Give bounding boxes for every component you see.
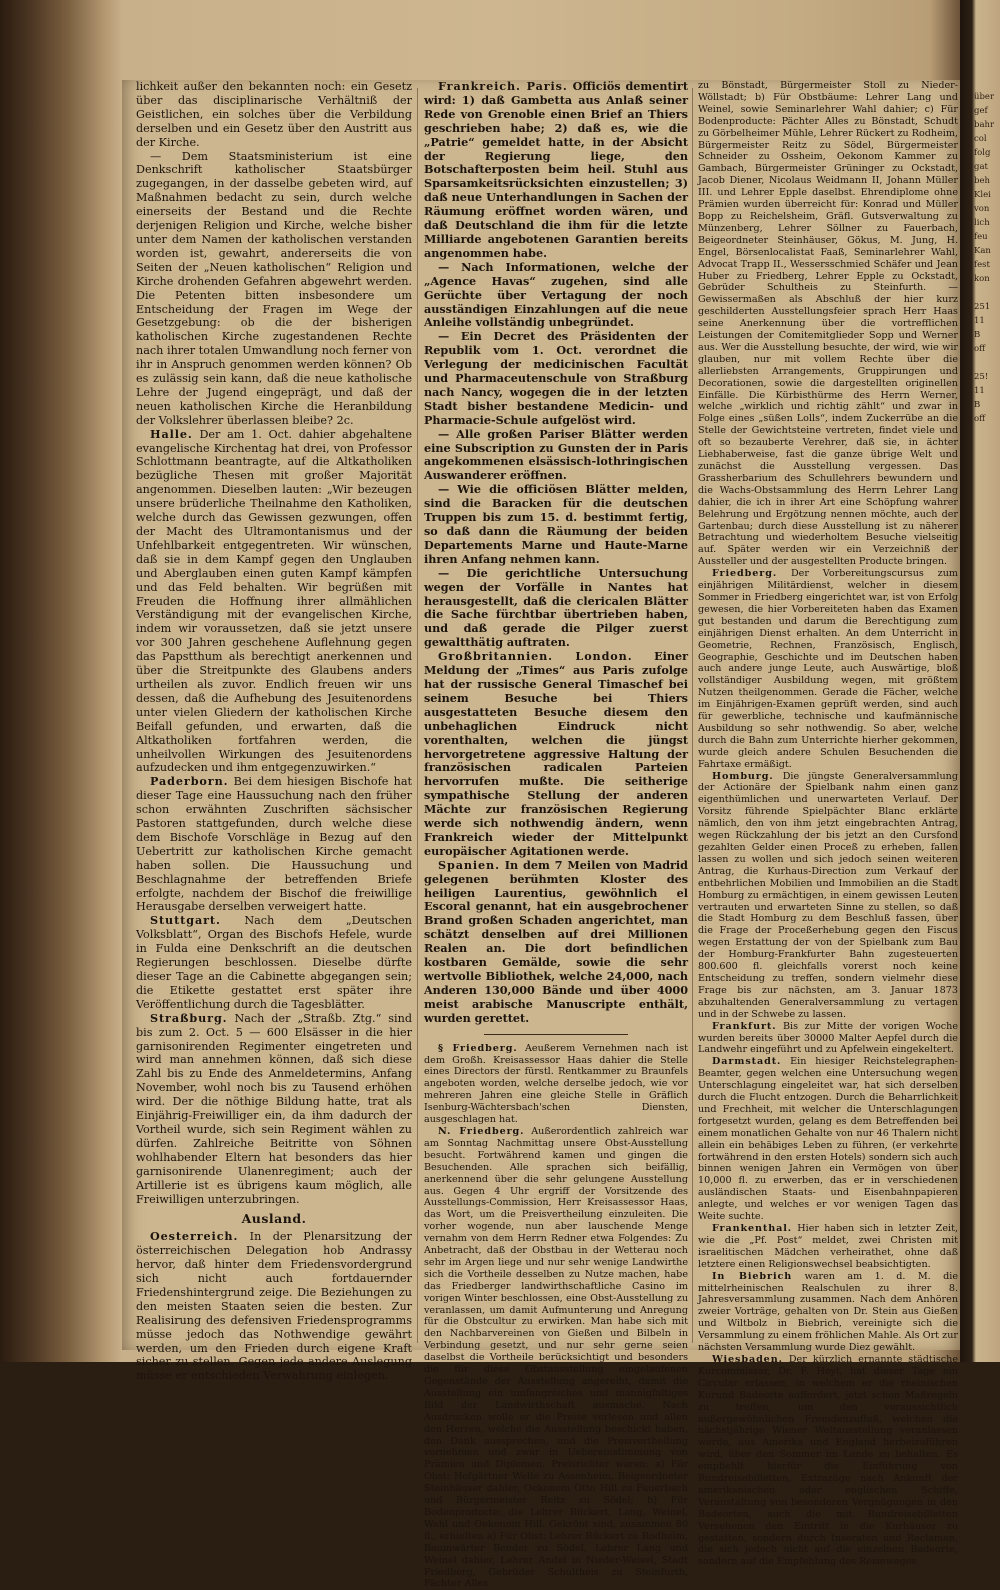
paragraph-text: Nach der „Straßb. Ztg.“ sind bis zum 2. Oct. 5 — 600 Elsässer in die hier garnisonirenden Regimenter eingetreten und wird man annehmen können, daß sich diese Zahl bis zu Ende des Anmeldetermins, Anfang November, wohl noch bis zu Tausend erhöhen wird. Der die nöthige Bildung hatte, trat als Einjährig-Freiwilliger ein, da ihm dadurch der Vortheil wurde, sich sein Regiment wählen zu dürfen. Zahlreiche Beitritte von Söhnen wohlhabender Eltern hat besonders das hier garnisonirende Ulanenregiment; auch der Artillerie ist es übrigens kaum möglich, alle Freiwilligen unterzubringen. xyxy=(136,1011,412,1206)
paragraph-text: Außerordentlich zahlreich war am Sonntag Nachmittag unsere Obst-Ausstellung besucht. Fortwährend kamen und gingen die Besuchenden. Alle sprachen sich beifällig, anerkennend über die sehr gelungene Ausstellung aus. Gegen 4 Uhr ergriff der Vorsitzende des Ausstellungs-Commission, Herr Kreisassessor Haas, das Wort, um die Preisvertheilung einzuleiten. Die vorher wogende, nun aber lauschende Menge vernahm von dem Herrn Redner etwa Folgendes: Zu Anbetracht, daß der Obstbau in der Wetterau noch sehr im Argen liege und nur sehr wenige Landwirthe sich die Vortheile desselben zu Nutze machen, habe das Friedberger landwirthschaftliche Casino im vorigen Winter beschlossen, eine Obst-Ausstellung zu veranlassen, um damit Aufmunterung und Anregung für die Obstcultur zu erwirken. Man habe sich mit den Nachbarvereinen von Gießen und Bilbeln in Verbindung gesetzt, und nur sehr gerne seien daselbst die Vortheile berücksichtigt und besonders die für diese Obstausstellung eingelaufenen Gegenstände der Ausstellung angereiht, damit die Ausstellung ein umfangreiches und mannigfaltiges Bild der Landwirthschaft ausmache. Nach Ausdrucken wolle er die Preise verlesen und allen den Herren, welche die Ausstellung beschickt haben, den Dank aussprechen, und die Preisvertheilung vornehmen und zwar in Uebereinstimmung von Prämien und Diplomen. Preisrichter waren: a) Für Obst: Hofgärtner Welle zu Assenheim, Beigeordneter Steinhäuser dahier, Oekonom Otto Hill zu Fauerbach und Bürgermeister Reitz zu Södel; b) Für Bodenproducte: die Lehrer Rückert, Lang, Weinel, Wahl und Oekonom Hill. Gekrönt sind, zusammen 80 fl., erhielten a) Für Obst: Lehrer Rückert zu Rodheim, Baumwärter Bender zu Södel, Lehrer Lang und Weinel dahier, Lehrer Andel in Nieder-Weisel, Stadt Friedberg, Gebrüder Schultheis zu Steinfurth, Pächter Alles xyxy=(424,1125,688,1590)
paragraph xyxy=(698,1354,958,1568)
paragraph-text: Die jüngste Generalversammlung der Actionäre der Spielbank nahm einen ganz eigenthümlichen und unerwarteten Verlauf. Der Vorsitz führende Spielpächter Blanc erklärte nämlich, den von ihm jetzt eingebrachten Antrag, wegen Rückzahlung der bis jetzt an den Cursfond gezahlten Gelder einen Proceß zu erheben, fallen lassen zu wollen und sich jedoch seinen weiteren Antrag, die Kurhaus-Direction zum Verkauf der entbehrlichen Mobilien und Immobilien an die Stadt Homburg zu ermächtigen, in einem gewissen Leuten vertrauten und erwarteten Sinne zu stellen, so daß die Stadt Homburg zu dem Beschluß fassen, über die Frage der Proceßerhebung gegen den Fiscus wegen Erstattung der von der Spielbank zum Bau der Homburg-Frankfurter Bahn zugesteuerten 800.600 fl. gleichfalls vorerst noch keine Entscheidung zu treffen, sondern vielmehr diese Frage bis zur nächsten, am 3. Januar 1873 abzuhaltenden Generalversammlung zu vertagen und in der Schwebe zu lassen. xyxy=(698,770,958,1020)
section-rule xyxy=(484,1034,628,1035)
paragraph xyxy=(698,1056,958,1223)
paragraph: — Nach Informationen, welche der „Agence Havas“ zugehen, sind alle Gerüchte über Vertagung der noch ausständigen Einzahlungen auf die neue Anleihe vollständig unbegründet. xyxy=(424,259,688,330)
paragraph xyxy=(424,859,688,1026)
paragraph-text: waren am 1. d. M. die mittelrheinischen Realschulen zu ihrer 8. Jahresversammlung zusammen. Nach dem Anhören zweier Vorträge, gehalten von Dr. Stein aus Gießen und Wiltbolz in Biebrich, vereinigte sich die Versammlung zu einem fröhlichen Mahle. Als Ort zur nächsten Versammlung wurde Diez gewählt. xyxy=(698,1270,959,1354)
paragraph: — Dem Staatsministerium ist eine Denkschrift katholischer Staatsbürger zugegangen, in der dasselbe gebeten wird, auf Maßnahmen bedacht zu sein, durch welche einerseits der Bestand und die Rechte derjenigen Religion und Kirche, welche bisher unter dem Namen der katholischen verstanden worden ist, gewahrt, andererseits die von Seiten der „Neuen katholischen“ Religion und Kirche drohenden Gefahren abgewehrt werden. Die Petenten bitten insbesondere um Entscheidung der Fragen im Wege der Gesetzgebung: ob die der bisherigen katholischen Kirche zugestandenen Rechte nach ihrer totalen Umwandlung noch ferner von ihr in Anspruch genommen werden können? Ob es zulässig sein kann, daß die neue katholische Lehre der Jugend eingeprägt, und daß der neuen katholischen Kirche die Heranbildung der Volkslehrer überlassen bleibe? 2c. xyxy=(136,149,412,427)
dateline: In Biebrich xyxy=(712,1270,793,1282)
dateline: Darmstadt. xyxy=(712,1056,782,1068)
paragraph xyxy=(136,775,412,914)
next-page-fragment: über gef bahr col folg gat beh Klei von lich feu Kan fest kon 251 11 B off 25! 11 B off xyxy=(974,92,995,424)
dateline: N. Friedberg. xyxy=(438,1125,525,1137)
paragraph: lichkeit außer den bekannten noch: ein Gesetz über das disciplinarische Verhältniß der Geistlichen, ein solches über die Verbildung derselben und ein Gesetz über den Austritt aus der Kirche. xyxy=(136,80,412,149)
column-1 xyxy=(136,80,412,1383)
dateline: Spanien. xyxy=(438,857,500,872)
dateline: Friedberg. xyxy=(712,568,778,580)
newspaper-page xyxy=(122,79,960,1590)
paragraph: — Alle großen Pariser Blätter werden eine Subscription zu Gunsten der in Paris angekommenen elsässisch-lothringischen Auswanderer eröffnen. xyxy=(424,426,688,483)
dateline: Oesterreich. xyxy=(150,1229,239,1244)
dateline: Frankfurt. xyxy=(712,1020,777,1032)
paragraph-text: Hier haben sich in letzter Zeit, wie die „Pf. Post“ meldet, zwei Christen mit israelitischen Mädchen verheirathet, ohne daß letztere einen Religionswechsel beabsichtigten. xyxy=(698,1223,958,1270)
paragraph xyxy=(136,1230,412,1383)
dateline: Frankreich. Paris. xyxy=(438,79,568,93)
dateline: Halle. xyxy=(150,426,193,441)
section-heading-ausland: Ausland. xyxy=(241,1211,307,1227)
dateline: § Friedberg. xyxy=(438,1042,518,1054)
paragraph xyxy=(136,428,412,776)
paragraph-text: Der am 1. Oct. dahier abgehaltene evangelische Kirchentag hat drei, von Professor Schlottmann beantragte, auf die Altkatholiken bezügliche Thesen mit großer Majorität angenommen. Dieselben lauten: „Wir bezeugen unsere brüderliche Theilnahme den Katholiken, welche durch das Gewissen gezwungen, offen der Macht des Ultramontanismus und der Unfehlbarkeit entgegentreten. Wir wünschen, daß sie in dem Kampf gegen den Unglauben und Aberglauben einen guten Kampf kämpfen und das Feld behalten. Wir begrüßen mit Freuden die Hoffnung ihrer allmählichen Verständigung mit der evangelischen Kirche, indem wir voraussetzen, daß sie jetzt unsere vor 300 Jahren geschehene Auflehnung gegen das Papstthum als berechtigt anerkennen und über die Streitpunkte des Glaubens anders urtheilen als zuvor. Endlich freuen wir uns dessen, daß die Aufhebung des Jesuitenordens unter vielen Gliedern der katholischen Kirche Beifall gefunden, und erwarten, daß die Altkatholiken fortfahren werden, die unheilvollen Wirkungen des Jesuitenordens aufzudecken und ihm entgegenzuwirken.“ xyxy=(136,427,412,775)
paragraph-text: Ein hiesiger Reichstelegraphen-Beamter, gegen welchen eine Untersuchung wegen Unterschlagung eingeleitet war, hat sich derselben durch die Flucht entzogen. Durch die Beharrlichkeit und Frechheit, mit welcher die Unterschlagungen fortgesetzt wurden, gelang es dem Betreffenden bei einem monatlichen Gehalte von nur 46 Thalern nicht allein ein behäbiges Leben zu führen, (er verkehrte fortwährend in den ersten Hotels) sondern sich auch binnen wenigen Jahren ein Vermögen von über 10,000 fl. zu erwerben, das er in verschiedenen ausländischen Staats- und Eisenbahnpapieren anlegte, und welches er vor wenigen Tagen das Weite suchte. xyxy=(698,1056,958,1223)
paragraph xyxy=(698,1271,958,1354)
paragraph: — Die gerichtliche Untersuchung wegen der Vorfälle in Nantes hat herausgestellt, daß die clericalen Blätter die Sache fürchtbar übertrieben haben, und daß gerade die Pilger zuerst gewaltthätig auftraten. xyxy=(424,565,688,650)
paragraph-text: In dem 7 Meilen von Madrid gelegenen berühmten Kloster des heiligen Laurentius, gewöhnlich el Escoral genannt, hat ein ausgebrochener Brand großen Schaden angerichtet, man schätzt denselben auf drei Millionen Realen an. Die dort befindlichen kostbaren Gemälde, sowie die sehr wertvolle Bibliothek, welche 24,000, nach Anderen 130,000 Bände und über 4000 meist arabische Manuscripte enthält, wurden gerettet. xyxy=(424,857,688,1025)
dateline: Straßburg. xyxy=(150,1010,228,1025)
paragraph xyxy=(698,771,958,1021)
paragraph xyxy=(698,1223,958,1271)
dateline: Frankenthal. xyxy=(712,1223,793,1234)
paragraph-text: Officiös dementirt wird: 1) daß Gambetta aus Anlaß seiner Rede von Grenoble einen Brief an Thiers geschrieben habe; 2) daß es, wie die „Patrie“ gemeldet hatte, in der Absicht der Regierung liege, den Botschafterposten beim heil. Stuhl aus Sparsamkeitsrücksichten einzustellen; 3) daß neue Unterhandlungen in Sachen der Räumung eröffnet worden wären, und daß Deutschland die ihm für die letzte Milliarde angebotenen Garantien bereits angenommen habe. xyxy=(424,79,688,260)
dateline: Homburg. xyxy=(712,770,774,782)
paragraph xyxy=(698,1021,958,1057)
paragraph-text: Bis zur Mitte der vorigen Woche wurden bereits über 30000 Malter Aepfel durch die Landwehr eingeführt und zu Apfelwein eingekeltert. xyxy=(698,1020,958,1056)
column-3 xyxy=(698,80,958,1568)
paragraph xyxy=(424,80,688,261)
paragraph xyxy=(424,650,688,859)
paragraph: — Wie die officiösen Blätter melden, sind die Baracken für die deutschen Truppen bis zum 15. d. bestimmt fertig, so daß dann die Räumung der beiden Departements Marne und Haute-Marne ihren Anfang nehmen kann. xyxy=(424,482,688,566)
paragraph xyxy=(424,1043,688,1126)
paragraph xyxy=(136,914,412,1011)
paragraph xyxy=(136,1012,412,1207)
paragraph-text: Der kürzlich ernannte städtische Kurcommissar, Dr. F. Heyl, hat dieser Tage ein Circular erlassen, in welchem er die rheinischen Kurund Badeorte auffordert, jetzt schon Maßregeln zu treffen, um den voraussichtlich außergewöhnlichen Fremdenzufluß, welchen die nächstjährige Wiener Weltausstellung veranlassen werde, aus Amerika und England herbeizuführen wird, über den Sommer im Lande zu behalten. Es empfiehlt hierfür die Einführung von Rundreisebilletten, Extrazüge nach Ankunft der amerikanischen oder englischen Schiffe, Veranstaltung von besonderen Vergnügungen in den Badeorten, auch die mit Rundreisebilletten Versehenen den Eintritt in die Kurhäuser zu gestatten, sondern durch Inseraten und Reclamen, die sich jedoch nicht auf die einzelnen Badeorte, sondern auf die Empfehlung des Reiseweges xyxy=(698,1353,958,1568)
paragraph-text: In der Plenarsitzung der österreichischen Delegation hob Andrassy hervor, daß hinter dem Friedensvordergrund sich nicht auch fortdauernder Friedenshintergrund zeige. Die Beziehungen zu den meisten Staaten seien die besten. Zur Realisirung des defensiven Friedensprogramms müsse jedoch das Nothwendige gewährt werden, um den Frieden durch eigene Kraft sicher zu stellen. Gegen jede andere Auslegung müsse er entschieden Verwahrung einlegen. xyxy=(136,1230,412,1383)
dateline: Stuttgart. xyxy=(150,913,221,928)
column-2 xyxy=(424,80,688,1590)
column-divider xyxy=(692,88,693,1343)
left-page-edge xyxy=(0,0,122,1362)
dateline: Wiesbaden. xyxy=(712,1353,783,1365)
dateline: Paderborn. xyxy=(150,774,229,789)
paragraph xyxy=(424,1126,688,1590)
paragraph: zu Bönstadt, Bürgermeister Stoll zu Nieder-Wöllstadt; b) Für Obstbäume: Lehrer Lang und Weinel, sowie Seminarlehrer Wahl dahier; c) Für Bodenproducte: Pächter Alles zu Bönstadt, Schudt zu Görbelheimer Mühle, Lehrer Rückert zu Rodheim, Bürgermeister Reitz zu Södel, Bürgermeister Schneider zu Ossheim, Oekonom Kammer zu Gambach, Bürgermeister Grüninger zu Ockstadt, Jacob Diener, Nicolaus Weidmann II, Johann Müller III. und Lehrer Epple daselbst. Ehrendiplome ohne Prämien wurden überreicht für: Konrad und Müller Bopp zu Reichelsheim, Gräfl. Gutsverwaltung zu Münzenberg, Lehrer Söllner zu Fauerbach, Beigeordneter Steinhäuser, Gökus, M. Jung, H. Engel, Börsenlocalistat Faaß, Seminarlehrer Wahl, Advocat Trapp II., Wessersschmied Schäfer und Jean Huber zu Friedberg, Lehrer Epple zu Ockstadt, Gebrüder Schultheis zu Steinfurth. — Gewissermaßen als Abschluß der hier kurz geschilderten Ausstellungsfeier sprach Herr Haas seine Anerkennung über die vortrefflichen Leistungen der Comitemitglieder Sopp und Werner aus. Wer die Ausstellung besuchte, der wird, wie wir glauben, nur mit vollem Rechte über die allerliebsten Arrangements, Gruppirungen und Decorationen, sowie die dargestellten originellen Einfälle. Die Kürbisthürme des Herrn Werner, welche „wirklich und richtig zählt“ und zwar in Folge eines „süßen Lolls“, indem Zuckerrübe an die Stelle der Gewichtsteine vertreten, findet viele und oft so bezauberte Verehrer, daß sie, in ächter Liebhaberweise, fast die ganze übrige Welt und zunächst die Ausstellung vergessen. Das Grassherbarium des Schullehrers bewundern und die Wachs-Obstsammlung des Herrn Lehrer Lang dahier, die ich in ihrer Art eine Schöpfung wahrer Belehrung und Ergötzung nennen möchte, auch der Gartenbau; durch diese Ausstellung ist zu näherer Betrachtung und wiederholtem Besuche vielseitig auf. Später werden wir ein Verzeichniß der Aussteller und der ausgestellten Producte bringen. xyxy=(698,80,958,568)
paragraph-text: Einer Meldung der „Times“ aus Paris zufolge hat der russische General Timaschef bei seinem Besuche bei Thiers ausgestatteten Besuche diesem den unbehaglichen Eindruck nicht vorenthalten, welchen die jüngst hervorgetretene aggressive Haltung der französischen radicalen Parteien hervorrufen mußte. Die seitherige sympathische Stellung der anderen Mächte zur französischen Regierung werde sich nothwendig ändern, wenn Frankreich wieder der Mittelpunkt europäischer Agitationen werde. xyxy=(424,649,688,858)
paragraph: — Ein Decret des Präsidenten der Republik vom 1. Oct. verordnet die Verlegung der medicinischen Facultät und Pharmaceutenschule von Straßburg nach Nancy, wogegen die in der letzten Stadt bisher bestandene Medicin- und Pharmacie-Schule aufgelöst wird. xyxy=(424,329,688,427)
paragraph-text: Der Vorbereitungscursus zum einjährigen Militärdienst, welcher in diesem Sommer in Friedberg eingerichtet war, ist von Erfolg gewesen, die hier Vorbereiteten haben das Examen gut bestanden und darum die Berechtigung zum einjährigen Dienst erhalten. An dem Unterricht in Geometrie, Rechnen, Französisch, Englisch, Geographie, Geschichte und im Deutschen haben auch andere junge Leute, auch Auswärtige, bloß vollständiger Ausbildung wegen, mit größtem Nutzen theilgenommen. Gerade die Fächer, welche im Einjährigen-Examen geprüft werden, sind auch für gewerbliche, technische und kaufmännische Ausbildung so sehr nothwendig. So aber, welche durch die Bahn zum Unterrichte hierher gekommen, wurde gleich andere Schulen Besuchenden die Fahrtaxe ermäßigt. xyxy=(698,568,958,770)
column-divider xyxy=(417,88,418,1343)
paragraph-text: Bei dem hiesigen Bischofe hat dieser Tage eine Haussuchung nach den früher schon erwähnten Zuschriften sächsischer Pastoren stattgefunden, durch welche diese dem Bischofe Vorschläge in Bezug auf den Uebertritt zur katholischen Kirche gemacht haben sollen. Die Haussuchung und Beschlagnahme der betreffenden Briefe erfolgte, nachdem der Bischof die freiwillige Herausgabe derselben verweigert hatte. xyxy=(136,775,412,914)
dateline: Großbritannien. London. xyxy=(438,649,633,664)
paragraph-text: Aeußerem Vernehmen nach ist dem Großh. Kreisassessor Haas dahier die Stelle eines Directors der fürstl. Rentkammer zu Braunfels angeboten worden, welche derselbe jedoch, wie vor mehreren Jahren eine gleiche Stelle in Gräflich Isenburg-Wächtersbach'schen Diensten, ausgeschlagen hat. xyxy=(424,1042,688,1126)
paragraph-text: Nach dem „Deutschen Volksblatt“, Organ des Bischofs Hefele, wurde in Fulda eine Denkschrift an die deutschen Regierungen beschlossen. Dieselbe dürfte dieser Tage an die Cabinette abgegangen sein; die Etikette gestattet erst später ihre Veröffentlichung durch die Tagesblätter. xyxy=(136,914,412,1011)
paragraph xyxy=(698,568,958,770)
